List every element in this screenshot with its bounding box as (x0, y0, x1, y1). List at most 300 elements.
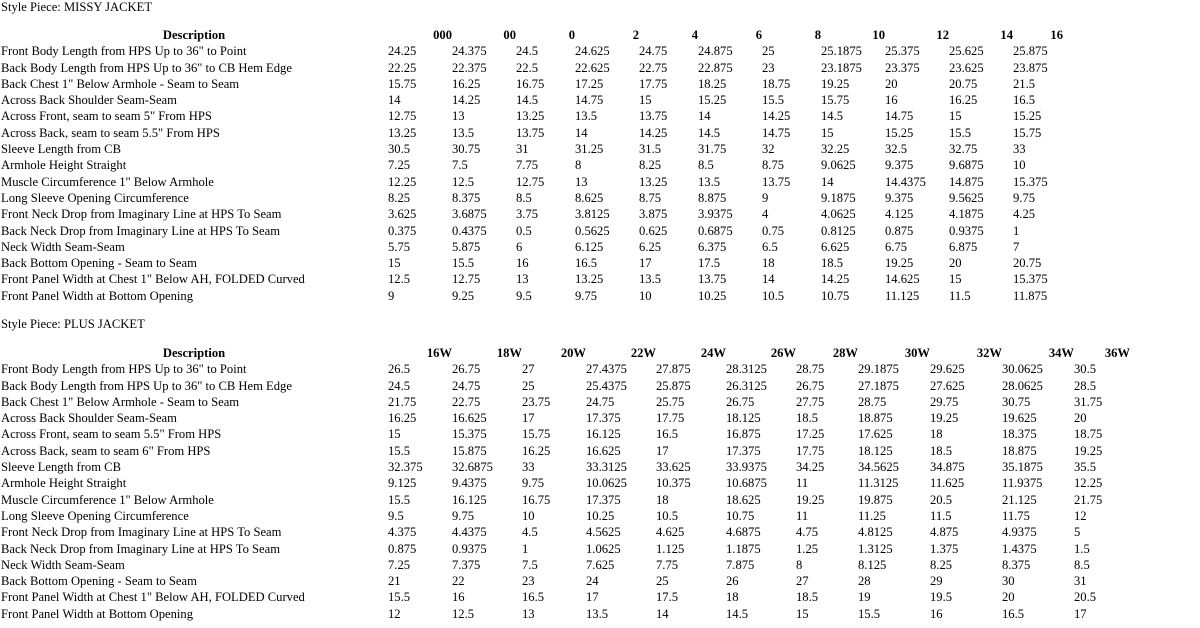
measurement-value: 9.75 (575, 288, 598, 303)
measurement-value: 8 (575, 158, 582, 173)
measurement-value: 4.4375 (452, 525, 487, 540)
table-row (0, 524, 1130, 540)
measurement-value: 14.5 (698, 125, 721, 140)
measurement-label: Back Neck Drop from Imaginary Line at HPS To Seam (1, 223, 281, 238)
measurement-value: 18.125 (726, 411, 761, 426)
measurement-value: 32.75 (949, 142, 978, 157)
measurement-value: 24.375 (452, 44, 487, 59)
measurement-label: Front Panel Width at Bottom Opening (1, 606, 194, 621)
measurement-value: 8.75 (639, 190, 662, 205)
measurement-value: 12 (388, 606, 401, 621)
measurement-value: 24.5 (388, 378, 411, 393)
measurement-value: 17.5 (698, 256, 721, 271)
measurement-value: 14.5 (821, 109, 844, 124)
table-row (0, 410, 1130, 426)
measurement-value: 15.5 (858, 606, 881, 621)
measurement-value: 13.75 (639, 109, 668, 124)
measurement-value: 9.75 (452, 508, 475, 523)
measurement-value: 3.625 (388, 207, 417, 222)
measurement-value: 14 (656, 606, 669, 621)
table-row (0, 239, 1063, 255)
measurement-value: 8.25 (639, 158, 662, 173)
measurement-value: 15.5 (388, 443, 411, 458)
measurement-value: 31.5 (639, 142, 662, 157)
measurement-label: Back Bottom Opening - Seam to Seam (1, 574, 197, 589)
table-row (0, 378, 1130, 394)
measurement-value: 15 (796, 606, 809, 621)
measurement-label: Front Body Length from HPS Up to 36" to Point (1, 44, 247, 59)
table-row (0, 606, 1130, 622)
measurement-label: Back Chest 1" Below Armhole - Seam to Seam (1, 76, 240, 91)
measurement-value: 19.625 (1002, 411, 1037, 426)
size-header: 36W (1104, 346, 1130, 360)
table-row (0, 475, 1130, 491)
measurement-value: 7.25 (388, 158, 411, 173)
measurement-value: 17.375 (586, 492, 621, 507)
measurement-value: 13 (575, 174, 588, 189)
measurement-value: 8.375 (1002, 557, 1031, 572)
measurement-value: 0.75 (762, 223, 785, 238)
measurement-value: 18.5 (796, 411, 819, 426)
measurement-value: 28.75 (858, 394, 887, 409)
measurement-value: 24 (586, 574, 599, 589)
measurement-value: 4.8125 (858, 525, 893, 540)
measurement-value: 11.25 (858, 508, 886, 523)
measurement-value: 32.5 (885, 142, 908, 157)
measurement-value: 0.875 (388, 541, 417, 556)
table-row (0, 157, 1063, 173)
measurement-value: 13.5 (452, 125, 475, 140)
size-header: 2 (632, 28, 639, 42)
measurement-value: 19.25 (885, 256, 914, 271)
measurement-value: 24.75 (639, 44, 668, 59)
measurement-value: 4.5 (522, 525, 538, 540)
size-header: 6 (755, 28, 762, 42)
measurement-value: 6.125 (575, 239, 604, 254)
measurement-value: 9.75 (522, 476, 545, 491)
measurement-value: 5 (1074, 525, 1081, 540)
measurement-value: 9.4375 (452, 476, 487, 491)
measurement-value: 18.25 (698, 76, 727, 91)
measurement-value: 33.3125 (586, 460, 627, 475)
measurement-value: 33.625 (656, 460, 691, 475)
measurement-value: 19.25 (796, 492, 825, 507)
measurement-value: 10 (639, 288, 652, 303)
measurement-value: 9.125 (388, 476, 417, 491)
size-header: 34W (1048, 346, 1074, 360)
measurement-value: 20 (885, 76, 898, 91)
table-row (0, 508, 1130, 524)
measurement-value: 0.875 (885, 223, 914, 238)
measurement-value: 3.75 (516, 207, 539, 222)
measurement-value: 5.875 (452, 239, 481, 254)
measurement-value: 11.5 (949, 288, 971, 303)
measurement-value: 16.75 (516, 76, 545, 91)
measurement-value: 15.25 (885, 125, 914, 140)
measurement-value: 14.625 (885, 272, 920, 287)
measurement-value: 34.5625 (858, 460, 899, 475)
measurement-value: 28.5 (1074, 378, 1097, 393)
size-header: 14 (1000, 28, 1013, 42)
measurement-value: 27.4375 (586, 362, 627, 377)
measurement-value: 6 (516, 239, 523, 254)
size-header: 24W (700, 346, 726, 360)
measurement-value: 13.25 (639, 174, 668, 189)
measurement-value: 15.375 (1013, 272, 1048, 287)
measurement-label: Front Body Length from HPS Up to 36" to Point (1, 362, 247, 377)
measurement-value: 11 (796, 476, 809, 491)
measurement-value: 23.1875 (821, 60, 862, 75)
measurement-value: 12.25 (388, 174, 417, 189)
header-row (0, 27, 1063, 43)
measurement-value: 0.625 (639, 223, 668, 238)
measurement-value: 25.875 (1013, 44, 1048, 59)
measurement-value: 13.75 (516, 125, 545, 140)
measurement-value: 16.5 (575, 256, 598, 271)
measurement-value: 6.75 (885, 239, 908, 254)
measurement-value: 14.25 (821, 272, 850, 287)
description-header: Description (162, 28, 226, 42)
measurement-value: 17 (586, 590, 599, 605)
measurement-value: 6.5 (762, 239, 778, 254)
measurement-value: 7.25 (388, 557, 411, 572)
measurement-label: Back Body Length from HPS Up to 36" to CB Hem Edge (1, 60, 292, 75)
measurement-value: 10.25 (698, 288, 727, 303)
measurement-value: 22.75 (452, 394, 481, 409)
measurement-value: 16.5 (656, 427, 679, 442)
measurement-value: 1.375 (930, 541, 959, 556)
measurement-value: 14.4375 (885, 174, 926, 189)
measurement-value: 4 (762, 207, 769, 222)
measurement-value: 15.5 (949, 125, 972, 140)
measurement-value: 12.25 (1074, 476, 1103, 491)
measurement-value: 4.875 (930, 525, 959, 540)
table-row (0, 60, 1063, 76)
measurement-value: 16.625 (586, 443, 621, 458)
measurement-value: 35.5 (1074, 460, 1097, 475)
measurement-value: 22.5 (516, 60, 539, 75)
measurement-value: 8.875 (698, 190, 727, 205)
measurement-value: 35.1875 (1002, 460, 1043, 475)
measurement-value: 15 (949, 109, 962, 124)
measurement-value: 15.25 (1013, 109, 1042, 124)
measurement-value: 24.625 (575, 44, 610, 59)
measurement-value: 32.25 (821, 142, 850, 157)
measurement-value: 34.25 (796, 460, 825, 475)
measurement-value: 11.3125 (858, 476, 899, 491)
measurement-value: 32.375 (388, 460, 423, 475)
measurement-value: 27.875 (656, 362, 691, 377)
measurement-value: 1.1875 (726, 541, 761, 556)
measurement-value: 25.875 (656, 378, 691, 393)
measurement-value: 25.375 (885, 44, 920, 59)
measurement-value: 26.75 (452, 362, 481, 377)
plus-style-label: Style Piece: PLUS JACKET (1, 317, 145, 331)
measurement-value: 12.5 (452, 606, 475, 621)
measurement-value: 22.25 (388, 60, 417, 75)
measurement-value: 9.1875 (821, 190, 856, 205)
table-row (0, 573, 1130, 589)
measurement-value: 24.75 (452, 378, 481, 393)
size-header: 4 (691, 28, 698, 42)
measurement-label: Across Front, seam to seam 5.5" From HPS (1, 427, 222, 442)
measurement-value: 4.5625 (586, 525, 621, 540)
size-header: 00 (503, 28, 516, 42)
measurement-value: 9.6875 (949, 158, 984, 173)
measurement-value: 1.125 (656, 541, 685, 556)
measurement-value: 20.75 (949, 76, 978, 91)
measurement-value: 0.6875 (698, 223, 733, 238)
measurement-value: 0.8125 (821, 223, 856, 238)
measurement-value: 13.25 (388, 125, 417, 140)
measurement-value: 11.9375 (1002, 476, 1043, 491)
size-header: 10 (872, 28, 885, 42)
table-row (0, 174, 1063, 190)
measurement-value: 13 (452, 109, 465, 124)
measurement-value: 20 (1074, 411, 1087, 426)
measurement-value: 14.25 (762, 109, 791, 124)
plus-jacket-spec-table (0, 345, 1130, 622)
measurement-value: 9.5625 (949, 190, 984, 205)
measurement-value: 16.125 (586, 427, 621, 442)
measurement-value: 17.625 (858, 427, 893, 442)
measurement-label: Across Back, seam to seam 5.5" From HPS (1, 125, 220, 140)
table-row (0, 443, 1130, 459)
measurement-value: 23.75 (522, 394, 551, 409)
measurement-value: 1.5 (1074, 541, 1090, 556)
size-header: 28W (832, 346, 858, 360)
measurement-value: 18.625 (726, 492, 761, 507)
measurement-value: 31.75 (698, 142, 727, 157)
measurement-value: 18.125 (858, 443, 893, 458)
measurement-value: 29.625 (930, 362, 965, 377)
measurement-value: 7.625 (586, 557, 615, 572)
size-header: 16W (426, 346, 452, 360)
table-row (0, 459, 1130, 475)
measurement-value: 17.75 (796, 443, 825, 458)
measurement-value: 31.25 (575, 142, 604, 157)
measurement-value: 22.75 (639, 60, 668, 75)
measurement-label: Front Panel Width at Chest 1" Below AH, FOLDED Curved (1, 272, 305, 287)
measurement-value: 21.125 (1002, 492, 1037, 507)
table-row (0, 223, 1063, 239)
measurement-label: Back Bottom Opening - Seam to Seam (1, 256, 197, 271)
measurement-value: 17.375 (586, 411, 621, 426)
measurement-value: 20 (949, 256, 962, 271)
measurement-value: 25 (656, 574, 669, 589)
measurement-value: 32 (762, 142, 775, 157)
measurement-value: 19.5 (930, 590, 953, 605)
measurement-value: 11.125 (885, 288, 920, 303)
size-header: 8 (814, 28, 821, 42)
measurement-value: 4.375 (388, 525, 417, 540)
measurement-value: 10.6875 (726, 476, 767, 491)
measurement-value: 13.25 (516, 109, 545, 124)
measurement-value: 17 (1074, 606, 1087, 621)
measurement-value: 18 (762, 256, 775, 271)
measurement-value: 13.5 (575, 109, 598, 124)
measurement-value: 8.5 (1074, 557, 1090, 572)
measurement-value: 15.75 (522, 427, 551, 442)
measurement-value: 8.625 (575, 190, 604, 205)
measurement-value: 1.4375 (1002, 541, 1037, 556)
measurement-value: 30.75 (1002, 394, 1031, 409)
measurement-value: 16 (885, 93, 898, 108)
measurement-value: 15 (388, 256, 401, 271)
measurement-value: 5.75 (388, 239, 411, 254)
measurement-value: 1 (522, 541, 529, 556)
measurement-value: 28.3125 (726, 362, 767, 377)
measurement-value: 18 (656, 492, 669, 507)
measurement-value: 22.875 (698, 60, 733, 75)
measurement-value: 33 (1013, 142, 1026, 157)
measurement-label: Across Back Shoulder Seam-Seam (1, 93, 177, 108)
measurement-value: 0.9375 (949, 223, 984, 238)
measurement-value: 15 (949, 272, 962, 287)
measurement-value: 15.5 (452, 256, 475, 271)
measurement-value: 12 (1074, 508, 1087, 523)
measurement-value: 29.1875 (858, 362, 899, 377)
measurement-value: 14 (388, 93, 401, 108)
measurement-value: 7.75 (516, 158, 539, 173)
measurement-value: 13.75 (698, 272, 727, 287)
measurement-value: 22.375 (452, 60, 487, 75)
measurement-value: 16 (930, 606, 943, 621)
size-header: 20W (560, 346, 586, 360)
measurement-value: 6.625 (821, 239, 850, 254)
measurement-value: 20 (1002, 590, 1015, 605)
measurement-value: 11 (796, 508, 809, 523)
table-row (0, 288, 1063, 304)
measurement-value: 23.375 (885, 60, 920, 75)
measurement-value: 10.5 (656, 508, 679, 523)
measurement-value: 21 (388, 574, 401, 589)
measurement-value: 0.9375 (452, 541, 487, 556)
measurement-value: 13.25 (575, 272, 604, 287)
measurement-value: 17.25 (575, 76, 604, 91)
measurement-value: 15.5 (388, 492, 411, 507)
measurement-value: 14.5 (726, 606, 749, 621)
measurement-value: 3.8125 (575, 207, 610, 222)
measurement-value: 14.5 (516, 93, 539, 108)
measurement-value: 15.75 (1013, 125, 1042, 140)
measurement-value: 24.5 (516, 44, 539, 59)
measurement-value: 17.5 (656, 590, 679, 605)
measurement-value: 25.625 (949, 44, 984, 59)
header-row (0, 345, 1130, 361)
measurement-value: 18 (726, 590, 739, 605)
measurement-value: 14 (821, 174, 834, 189)
measurement-value: 15.375 (1013, 174, 1048, 189)
measurement-value: 11.5 (930, 508, 952, 523)
table-row (0, 206, 1063, 222)
measurement-value: 19.25 (1074, 443, 1103, 458)
measurement-label: Across Back Shoulder Seam-Seam (1, 411, 177, 426)
measurement-value: 1 (1013, 223, 1020, 238)
measurement-value: 33.9375 (726, 460, 767, 475)
measurement-value: 18.5 (821, 256, 844, 271)
measurement-value: 23 (522, 574, 535, 589)
table-row (0, 125, 1063, 141)
measurement-value: 15 (639, 93, 652, 108)
measurement-value: 12.75 (516, 174, 545, 189)
measurement-value: 14 (698, 109, 711, 124)
size-header: 32W (976, 346, 1002, 360)
measurement-value: 16.25 (949, 93, 978, 108)
measurement-value: 25 (762, 44, 775, 59)
measurement-value: 9.375 (885, 190, 914, 205)
table-row (0, 76, 1063, 92)
measurement-label: Front Neck Drop from Imaginary Line at HPS To Seam (1, 207, 282, 222)
measurement-value: 14.75 (885, 109, 914, 124)
measurement-value: 10.375 (656, 476, 691, 491)
measurement-value: 14.75 (575, 93, 604, 108)
size-header: 000 (433, 28, 452, 42)
measurement-label: Sleeve Length from CB (1, 460, 121, 475)
missy-style-label: Style Piece: MISSY JACKET (1, 0, 153, 14)
measurement-value: 13 (516, 272, 529, 287)
measurement-label: Back Chest 1" Below Armhole - Seam to Seam (1, 394, 240, 409)
measurement-value: 8.25 (388, 190, 411, 205)
measurement-value: 7.375 (452, 557, 481, 572)
measurement-label: Back Body Length from HPS Up to 36" to CB Hem Edge (1, 378, 292, 393)
measurement-value: 4.25 (1013, 207, 1036, 222)
size-header: 0 (568, 28, 575, 42)
measurement-value: 4.0625 (821, 207, 856, 222)
measurement-label: Armhole Height Straight (1, 158, 127, 173)
measurement-value: 20.5 (930, 492, 953, 507)
measurement-value: 29.75 (930, 394, 959, 409)
measurement-value: 0.5 (516, 223, 532, 238)
measurement-value: 9.0625 (821, 158, 856, 173)
measurement-value: 16 (516, 256, 529, 271)
measurement-value: 22 (452, 574, 465, 589)
measurement-value: 33 (522, 460, 535, 475)
measurement-value: 31.75 (1074, 394, 1103, 409)
measurement-value: 1.0625 (586, 541, 621, 556)
table-row (0, 492, 1130, 508)
measurement-value: 26.3125 (726, 378, 767, 393)
measurement-value: 18.75 (1074, 427, 1103, 442)
measurement-value: 15 (388, 427, 401, 442)
measurement-value: 19 (858, 590, 871, 605)
measurement-value: 14.75 (762, 125, 791, 140)
measurement-label: Neck Width Seam-Seam (1, 557, 125, 572)
measurement-value: 30.5 (1074, 362, 1097, 377)
measurement-value: 16.25 (388, 411, 417, 426)
table-row (0, 394, 1130, 410)
table-row (0, 541, 1130, 557)
measurement-value: 11.875 (1013, 288, 1048, 303)
table-row (0, 361, 1130, 377)
measurement-value: 8.25 (930, 557, 953, 572)
measurement-value: 14.25 (452, 93, 481, 108)
measurement-value: 10 (522, 508, 535, 523)
measurement-value: 17 (656, 443, 669, 458)
measurement-value: 17.25 (796, 427, 825, 442)
measurement-value: 24.875 (698, 44, 733, 59)
measurement-value: 16.25 (522, 443, 551, 458)
measurement-value: 13.5 (586, 606, 609, 621)
measurement-value: 30.0625 (1002, 362, 1043, 377)
measurement-value: 10.0625 (586, 476, 627, 491)
table-row (0, 141, 1063, 157)
measurement-value: 7.875 (726, 557, 755, 572)
measurement-value: 18.5 (930, 443, 953, 458)
measurement-value: 10 (1013, 158, 1026, 173)
table-row (0, 557, 1130, 573)
measurement-value: 18.875 (1002, 443, 1037, 458)
